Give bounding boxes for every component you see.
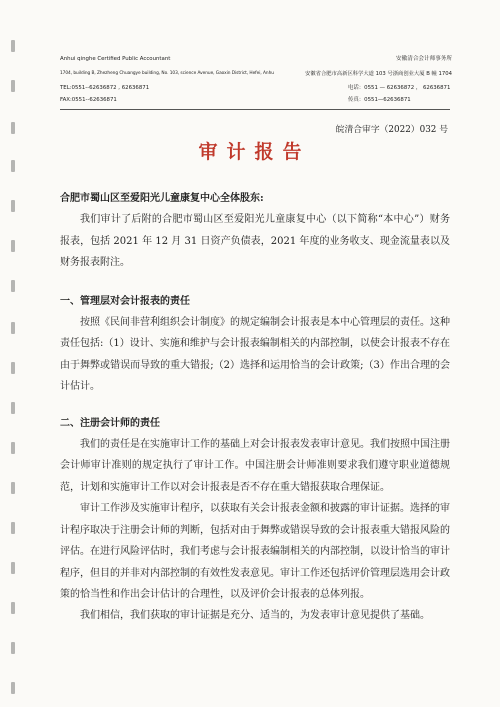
fax-cn: 传真：0551—62636871 — [348, 97, 411, 103]
section-2-paragraph-3: 我们相信，我们获取的审计证据是充分、适当的，为发表审计意见提供了基础。 — [80, 610, 430, 622]
binding-hole — [11, 40, 15, 52]
section-2-paragraph-1: 我们的责任是在实施审计工作的基础上对会计报表发表审计意见。我们按照中国注册会计师审计准则的规定执行了审计工作。中国注册会计师准则要求我们遵守职业道德规范，计划和实施审计工作以对会计报表是否不存在重大错报获取合理保证。 — [60, 439, 450, 493]
intro-paragraph: 我们审计了后附的合肥市蜀山区至爱阳光儿童康复中心（以下简称“本中心”）财务报表，包括 2021 年 12 月 31 日资产负债表，2021 年度的业务收支、现金流量表以及财务报表附注。 — [60, 214, 450, 269]
binding-hole — [11, 280, 15, 292]
document-number: 皖清合审字（2022）032 号 — [335, 125, 448, 135]
binding-hole — [11, 80, 15, 92]
binding-hole — [11, 240, 15, 252]
binding-hole — [11, 322, 15, 334]
firm-address-cn: 安徽省合肥市高新区科学大道 103 号浙商创业大厦 B 幢 1704 — [305, 71, 452, 77]
binding-hole — [11, 602, 15, 614]
binding-hole — [11, 402, 15, 414]
binding-hole — [11, 122, 15, 134]
binding-hole — [11, 562, 15, 574]
binding-holes — [11, 0, 17, 707]
firm-name-cn: 安徽清合会计师事务所 — [396, 56, 452, 62]
firm-name-en: Anhui qinghe Certified Public Accountant — [60, 56, 171, 62]
binding-hole — [11, 482, 15, 494]
firm-address-en: 1704, building B, Zhezheng Chuangye building, No. 103, science Avenue, Gaoxin District, Hefei, Anhu — [60, 71, 274, 76]
binding-hole — [11, 362, 15, 374]
section-1-paragraph: 按照《民间非营利组织会计制度》的规定编制会计报表是本中心管理层的责任。这种责任包括:（1）设计、实施和维护与会计报表编制相关的内部控制，以使会计报表不存在由于舞弊或错误而导致的重大错报;（2）选择和运用恰当的会计政策;（3）作出合理的会计估计。 — [60, 317, 450, 393]
binding-hole — [11, 200, 15, 212]
report-body — [60, 188, 450, 627]
binding-hole — [11, 682, 15, 694]
document-title: 审计报告 — [198, 141, 311, 163]
tel-en: TEL:0551--62636872 , 62636871 — [60, 85, 150, 91]
fax-en: FAX:0551--62636871 — [60, 97, 117, 103]
section-2-paragraph-2: 审计工作涉及实施审计程序，以获取有关会计报表金额和披露的审计证据。选择的审计程序取决于注册会计师的判断，包括对由于舞弊或错误导致的会计报表重大错报风险的评估。在进行风险评估时，我们考虑与会计报表编制相关的内部控制，以设计恰当的审计程序，但目的并非对内部控制的有效性发表意见。审计工作还包括评价管理层选用会计政策的恰当性和作出会计估计的合理性，以及评价会计报表的总体列报。 — [60, 503, 450, 600]
tel-cn: 电话：0551 — 62636872 ， 62636871 — [348, 85, 451, 91]
binding-hole — [11, 442, 15, 454]
addressee: 合肥市蜀山区至爱阳光儿童康复中心全体股东: — [60, 193, 264, 204]
letterhead-divider — [60, 109, 450, 110]
section-2-heading: 二、注册会计师的责任 — [60, 417, 160, 429]
binding-hole — [11, 642, 15, 654]
binding-hole — [11, 522, 15, 534]
section-1-heading: 一、管理层对会计报表的责任 — [60, 295, 190, 307]
